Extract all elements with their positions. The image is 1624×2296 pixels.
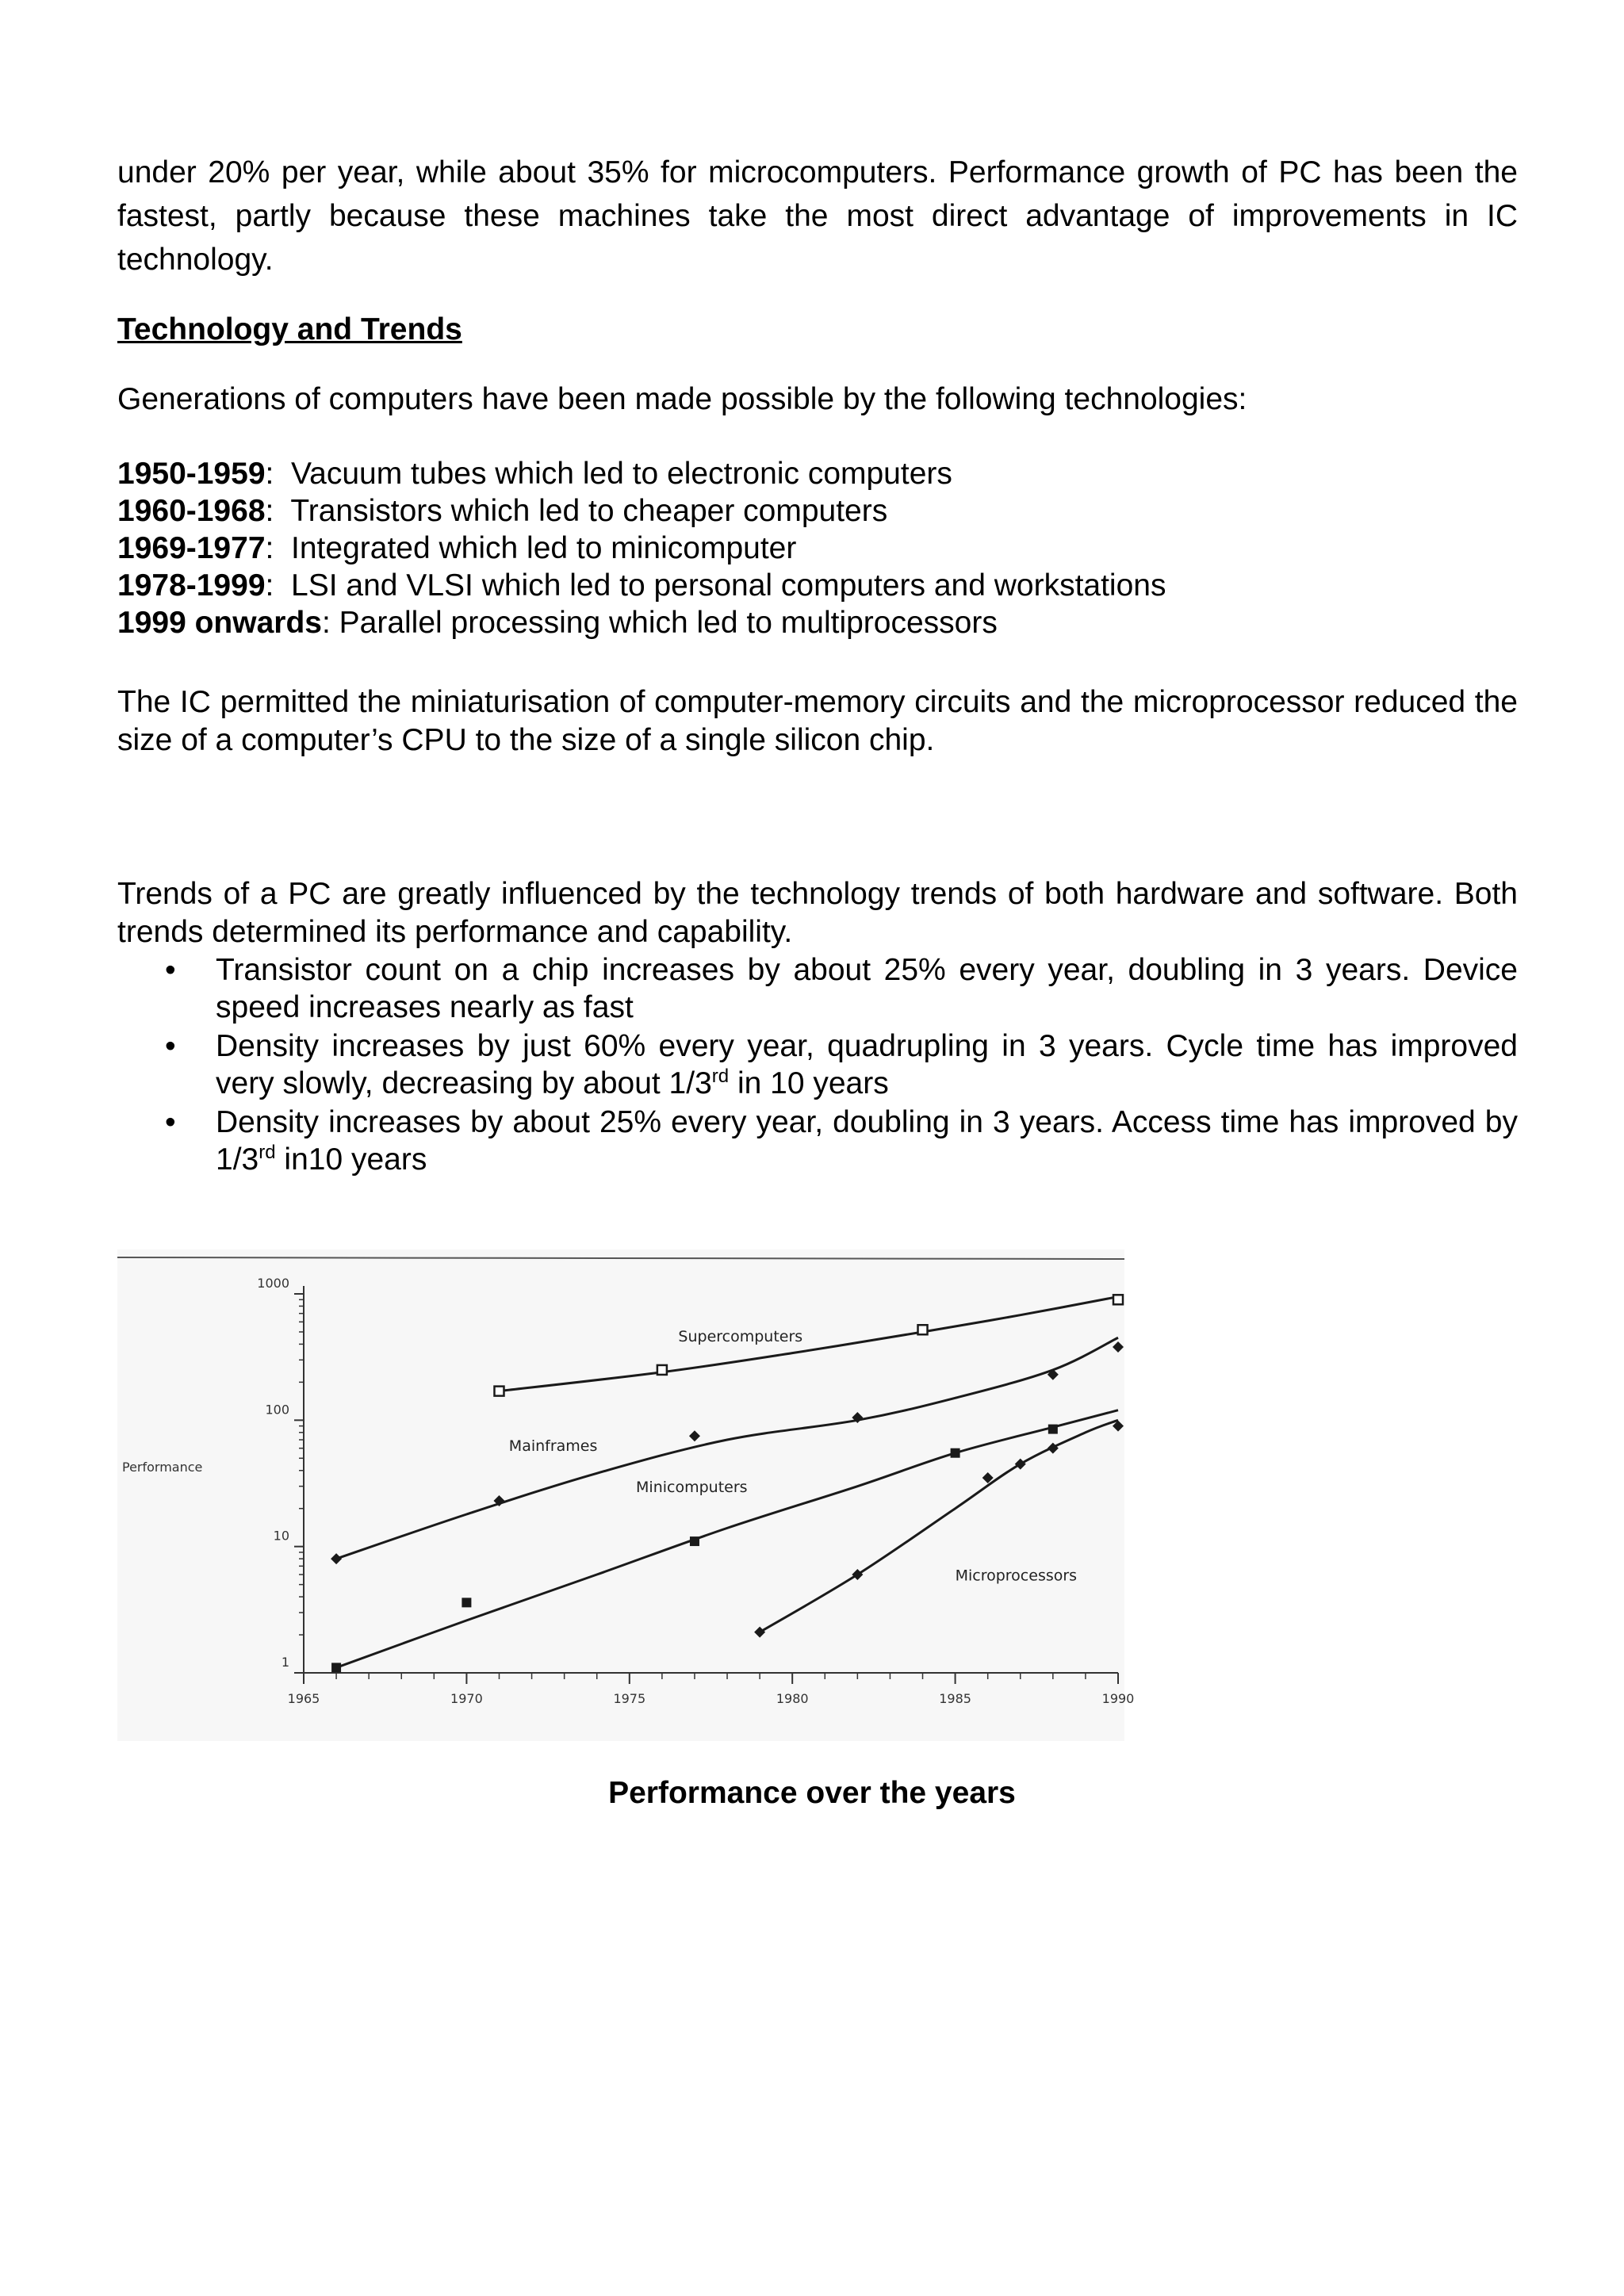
series-line [499,1297,1118,1391]
data-point [331,1553,342,1564]
series-line [336,1410,1118,1668]
y-tick-label: 10 [273,1528,289,1544]
generation-item: 1960-1968: Transistors which led to cheaper computers [117,494,888,528]
data-point [690,1536,699,1546]
figure-caption: Performance over the years [608,1776,1016,1810]
bullet-icon: • [165,1029,176,1063]
series-label: Minicomputers [636,1478,748,1496]
data-point [754,1627,765,1638]
x-tick-label: 1975 [613,1691,646,1706]
section-heading: Technology and Trends [117,312,462,346]
list-item: • Transistor count on a chip increases by about 25% every year, doubling in 3 years. Device speed increases nearly as fast [165,953,1518,1024]
data-point [657,1365,667,1375]
bullet-icon: • [165,1105,176,1139]
y-axis-label: Performance [122,1460,203,1475]
series-line [760,1420,1118,1632]
performance-chart-svg [117,1249,1135,1741]
list-item: • Density increases by just 60% every year, quadrupling in 3 years. Cycle time has improved very slowly, decreasing by about 1/3rd in 10 years [165,1029,1518,1100]
data-point [689,1430,700,1441]
series-label: Microprocessors [955,1567,1078,1585]
series-label: Mainframes [508,1437,598,1456]
trends-bullet-list [117,951,1518,1180]
generations-list [117,455,1166,641]
data-point [1048,1425,1058,1434]
data-point [951,1448,960,1458]
generation-item: 1978-1999: LSI and VLSI which led to personal computers and workstations [117,568,1166,603]
x-tick-label: 1990 [1101,1691,1135,1706]
data-point [1113,1295,1123,1304]
data-point [462,1598,471,1607]
y-tick-label: 1 [281,1655,289,1670]
generations-lead: Generations of computers have been made possible by the following technologies: [117,382,1247,416]
generation-item: 1999 onwards: Parallel processing which led to multiprocessors [117,606,998,640]
performance-chart [117,1249,1135,1741]
x-tick-label: 1965 [287,1691,320,1706]
data-point [1113,1341,1124,1353]
intro-paragraph: under 20% per year, while about 35% for microcomputers. Performance growth of PC has been the fastest, partly because these machines take the most direct advantage of improvements in IC technology. [117,155,1518,277]
bullet-icon: • [165,953,176,987]
y-tick-label: 100 [265,1402,289,1418]
series-line [336,1337,1118,1559]
x-tick-label: 1970 [450,1691,483,1706]
data-point [918,1325,928,1334]
x-tick-label: 1980 [776,1691,809,1706]
figure-top-rule [117,1257,1124,1259]
data-point [1015,1459,1026,1470]
trends-paragraph: Trends of a PC are greatly influenced by the technology trends of both hardware and software. Both trends determined its performance and capability. [117,877,1518,949]
x-tick-label: 1985 [939,1691,971,1706]
list-item: • Density increases by about 25% every year, doubling in 3 years. Access time has improved by 1/3rd in10 years [165,1105,1518,1177]
y-tick-label: 1000 [257,1276,289,1291]
data-point [331,1663,341,1672]
generation-item: 1969-1977: Integrated which led to minicomputer [117,531,797,565]
generation-item: 1950-1959: Vacuum tubes which led to electronic computers [117,457,952,491]
ic-paragraph: The IC permitted the miniaturisation of computer-memory circuits and the microprocessor reduced the size of a computer’s CPU to the size of a single silicon chip. [117,685,1518,757]
data-point [494,1387,504,1396]
series-label: Supercomputers [678,1328,803,1346]
